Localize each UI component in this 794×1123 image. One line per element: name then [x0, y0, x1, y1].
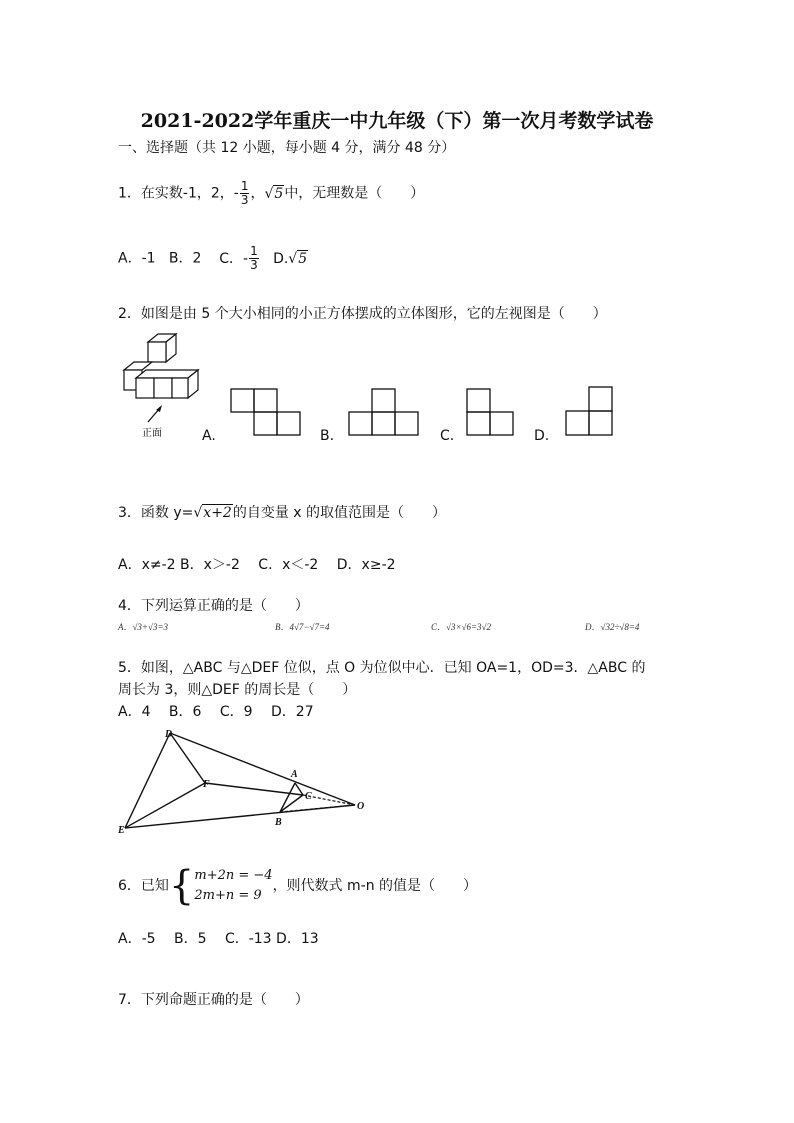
section-heading: 一、选择题（共 12 小题，每小题 4 分，满分 48 分）: [118, 140, 456, 156]
q6-equation-system: { m+2n = −4 2m+n = 9: [168, 863, 273, 909]
q6-stem-b: ，则代数式 m-n 的值是（ ）: [272, 878, 478, 894]
q5-label-a: A: [291, 769, 298, 780]
q2-option-b-figure: [348, 388, 420, 436]
q1-option-d: D.√5: [273, 250, 308, 267]
q2-option-d-label: D.: [534, 428, 550, 444]
q5-label-c: C: [305, 791, 312, 802]
q6-equation-2: 2m+n = 9: [194, 888, 262, 903]
q6-equation-1: m+2n = −4: [194, 868, 273, 883]
q1-option-b: B．2: [168, 250, 202, 267]
q1-stem-b: ，: [250, 185, 265, 202]
q5-homothety-figure: [115, 725, 375, 835]
q2-option-c-label: C.: [440, 428, 455, 444]
q4-option-b: B．4√7−√7=4: [275, 622, 330, 632]
q1-option-c: C．- $\frac{1}{3}$: [219, 244, 258, 272]
q1-option-a: A．-1: [118, 250, 156, 267]
question-7: 7．下列命题正确的是（ ）: [118, 992, 309, 1008]
q2-option-b-label: B.: [320, 428, 335, 444]
q3-sqrt-arg: x+2: [203, 505, 232, 521]
question-1: [118, 180, 424, 207]
q3-sqrt: √x+2: [193, 505, 232, 521]
q1-sqrt-arg: 5: [274, 185, 284, 202]
q4-option-d: D．√32÷√8=4: [585, 622, 640, 632]
q3-stem-b: 的自变量 x 的取值范围是（ ）: [232, 505, 447, 521]
q1-stem-c: 中，无理数是（ ）: [284, 185, 425, 202]
q5-label-e: E: [118, 825, 125, 836]
q2-option-d-figure: [565, 386, 615, 436]
q5-label-f: F: [203, 779, 210, 790]
q6-options: A．-5 B．5 C．-13 D．13: [118, 931, 319, 947]
q5-label-o: O: [357, 801, 365, 812]
question-5-line-1: 5．如图，△ABC 与△DEF 位似，点 O 为位似中心．已知 OA=1，OD=3．△ABC 的: [118, 660, 646, 676]
q1-frac-num: 1: [240, 179, 249, 193]
q1-stem-a: 1．在实数-1，2，-: [118, 185, 239, 202]
q5-label-d: D: [165, 729, 173, 740]
q4-option-c: C．√3×√6=3√2: [431, 622, 491, 632]
question-3: [118, 503, 446, 523]
q1-frac-den: 3: [240, 193, 249, 207]
q3-options: A．x≠-2 B．x＞-2 C．x＜-2 D．x≥-2: [118, 557, 396, 573]
q1-options: [118, 245, 308, 272]
question-4: 4．下列运算正确的是（ ）: [118, 598, 309, 614]
q2-stacked-cubes-figure: [118, 330, 208, 440]
q2-option-a-figure: [230, 388, 302, 436]
q5-options: A．4 B．6 C．9 D．27: [118, 704, 314, 720]
q4-option-a: A．√3+√3=3: [118, 622, 169, 632]
q3-stem-a: 3．函数 y=: [118, 505, 194, 521]
q1-sqrt: √5: [264, 185, 284, 202]
q5-label-b: B: [275, 817, 282, 828]
q2-front-label: 正面: [142, 428, 162, 439]
question-6: [118, 863, 478, 909]
q1-fraction: [240, 180, 250, 207]
q2-option-a-label: A.: [202, 428, 216, 444]
q2-option-c-figure: [466, 388, 516, 436]
q6-stem-a: 6．已知: [118, 878, 169, 894]
page-title: 2021-2022学年重庆一中九年级（下）第一次月考数学试卷: [140, 110, 654, 132]
question-2: 2．如图是由 5 个大小相同的小正方体摆成的立体图形，它的左视图是（ ）: [118, 306, 607, 322]
question-5-line-2: 周长为 3，则△DEF 的周长是（ ）: [118, 682, 357, 698]
